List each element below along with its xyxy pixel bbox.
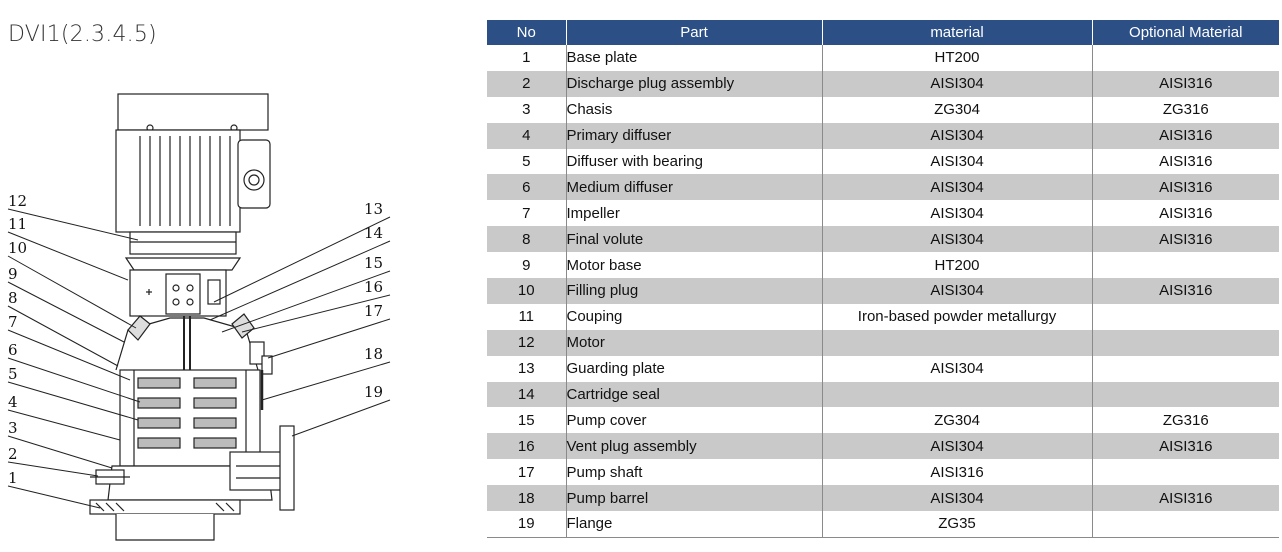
cell-material (822, 330, 1092, 356)
callout-number: 18 (364, 345, 384, 363)
table-row (487, 356, 1279, 382)
cell-part: Base plate (566, 45, 822, 71)
cell-material: Iron-based powder metallurgy (822, 304, 1092, 330)
cell-optional-material: AISI316 (1092, 278, 1279, 304)
cell-no: 19 (487, 511, 566, 537)
table-row (487, 382, 1279, 408)
column-header-material: material (822, 20, 1092, 45)
table-row (487, 71, 1279, 97)
cell-material: AISI304 (822, 433, 1092, 459)
callout-number: 10 (8, 239, 28, 257)
table-row (487, 149, 1279, 175)
cell-material: AISI304 (822, 71, 1092, 97)
cell-optional-material (1092, 459, 1279, 485)
cell-no: 10 (487, 278, 566, 304)
cell-material: AISI304 (822, 226, 1092, 252)
callout-number: 15 (364, 254, 384, 272)
cell-optional-material: AISI316 (1092, 174, 1279, 200)
table-row (487, 485, 1279, 511)
table-header-row (487, 20, 1279, 45)
cell-no: 6 (487, 174, 566, 200)
table-row (487, 511, 1279, 537)
column-header-no: No (487, 20, 566, 45)
cell-part: Chasis (566, 97, 822, 123)
table-row (487, 304, 1279, 330)
cell-optional-material: ZG316 (1092, 97, 1279, 123)
cell-optional-material: AISI316 (1092, 226, 1279, 252)
cell-material: AISI304 (822, 356, 1092, 382)
cell-part: Discharge plug assembly (566, 71, 822, 97)
callout-number: 12 (8, 192, 28, 210)
table-row (487, 433, 1279, 459)
cell-optional-material (1092, 45, 1279, 71)
callout-number: 16 (364, 278, 384, 296)
cell-material: AISI304 (822, 123, 1092, 149)
parts-material-table (487, 20, 1279, 538)
cell-optional-material: ZG316 (1092, 407, 1279, 433)
callout-number: 8 (8, 289, 18, 307)
cell-part: Flange (566, 511, 822, 537)
table-row (487, 97, 1279, 123)
cell-no: 12 (487, 330, 566, 356)
table-row (487, 174, 1279, 200)
cell-part: Guarding plate (566, 356, 822, 382)
cell-no: 4 (487, 123, 566, 149)
cell-material: ZG304 (822, 97, 1092, 123)
cell-optional-material (1092, 356, 1279, 382)
cell-no: 16 (487, 433, 566, 459)
table-row (487, 278, 1279, 304)
cell-optional-material (1092, 304, 1279, 330)
cell-optional-material (1092, 252, 1279, 278)
pump-cover-drawing (116, 314, 272, 374)
cell-optional-material (1092, 330, 1279, 356)
callout-number: 13 (364, 200, 384, 218)
cell-no: 1 (522, 49, 531, 67)
cell-no: 9 (522, 256, 531, 274)
cell-no: 17 (517, 463, 535, 481)
callout-number: 4 (8, 393, 18, 411)
cell-material: HT200 (822, 45, 1092, 71)
cell-part: Pump cover (566, 407, 822, 433)
cell-part: Final volute (566, 226, 822, 252)
cell-material: HT200 (822, 252, 1092, 278)
cell-material: ZG304 (822, 407, 1092, 433)
table-row (487, 459, 1279, 485)
cell-material: AISI316 (822, 459, 1092, 485)
cell-part: Motor (566, 330, 822, 356)
cell-optional-material: AISI316 (1092, 71, 1279, 97)
cell-material: AISI304 (822, 485, 1092, 511)
cell-optional-material: AISI316 (1092, 485, 1279, 511)
callout-number: 6 (8, 341, 18, 359)
cell-part: Cartridge seal (566, 382, 822, 408)
table-row (487, 252, 1279, 278)
motor-drawing (116, 94, 270, 254)
cell-optional-material: AISI316 (1092, 433, 1279, 459)
cell-no: 3 (522, 101, 531, 119)
column-header-part: Part (566, 20, 822, 45)
cell-material: AISI304 (822, 278, 1092, 304)
base-plate-drawing (90, 500, 240, 540)
cell-material: ZG35 (822, 511, 1092, 537)
cell-no: 8 (487, 226, 566, 252)
cell-no: 7 (522, 204, 531, 222)
cell-part: Diffuser with bearing (566, 149, 822, 175)
cell-material: AISI304 (822, 174, 1092, 200)
callout-number: 3 (8, 419, 18, 437)
cell-part: Couping (566, 304, 822, 330)
cell-no: 2 (487, 71, 566, 97)
cell-no: 15 (517, 411, 535, 429)
table-row (487, 330, 1279, 356)
column-header-optional-material: Optional Material (1092, 20, 1279, 45)
callout-number: 2 (8, 445, 18, 463)
table-row (487, 407, 1279, 433)
cell-material (822, 382, 1092, 408)
cell-material: AISI304 (822, 149, 1092, 175)
cell-part: Vent plug assembly (566, 433, 822, 459)
cell-part: Motor base (566, 252, 822, 278)
cell-no: 13 (517, 360, 535, 378)
cell-part: Pump shaft (566, 459, 822, 485)
model-title: DVI1(2.3.4.5) (8, 22, 157, 47)
table-row (487, 45, 1279, 71)
cell-no: 5 (522, 153, 531, 170)
cell-optional-material: AISI316 (1092, 123, 1279, 149)
table-body (487, 45, 1279, 537)
callout-number: 17 (364, 302, 384, 320)
cell-no: 14 (487, 382, 566, 408)
cell-optional-material (1092, 382, 1279, 408)
table-row (487, 226, 1279, 252)
cell-optional-material (1092, 511, 1279, 537)
callout-number: 5 (8, 365, 18, 383)
callout-number: 1 (8, 469, 18, 487)
callout-number: 11 (8, 215, 28, 233)
table-row (487, 123, 1279, 149)
pump-cross-section-drawing (0, 80, 400, 550)
callout-number: 19 (364, 383, 384, 401)
cell-part: Filling plug (566, 278, 822, 304)
cell-part: Medium diffuser (566, 174, 822, 200)
callout-number: 14 (364, 224, 384, 242)
cell-part: Pump barrel (566, 485, 822, 511)
cell-no: 18 (487, 485, 566, 511)
motor-base-drawing (126, 258, 240, 316)
cell-part: Primary diffuser (566, 123, 822, 149)
cell-optional-material: AISI316 (1092, 149, 1279, 175)
callout-number: 9 (8, 265, 18, 283)
table-row (487, 200, 1279, 226)
cell-no: 11 (518, 308, 535, 326)
cell-part: Impeller (566, 200, 822, 226)
callout-number: 7 (8, 313, 18, 331)
cell-material: AISI304 (822, 200, 1092, 226)
cell-optional-material: AISI316 (1092, 200, 1279, 226)
